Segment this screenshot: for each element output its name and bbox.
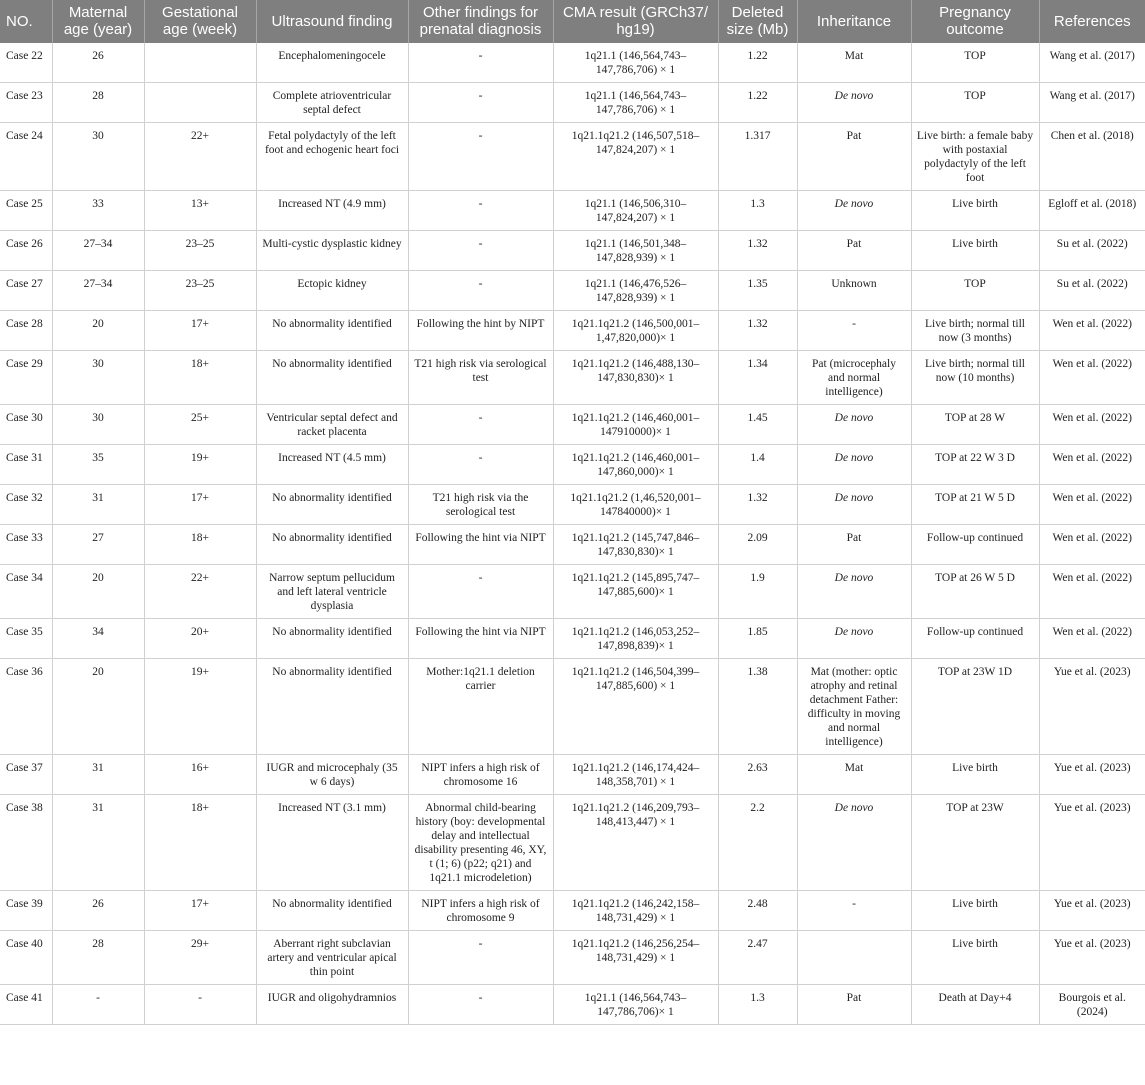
cell-deleted-size: 2.09: [718, 525, 797, 565]
cell-inheritance: Mat: [797, 755, 911, 795]
cell-case-no: Case 29: [0, 351, 52, 405]
cell-maternal-age: 30: [52, 123, 144, 191]
cell-maternal-age: 20: [52, 311, 144, 351]
cell-case-no: Case 28: [0, 311, 52, 351]
cell-outcome: Live birth: [911, 891, 1039, 931]
cell-other-findings: -: [408, 271, 553, 311]
cell-deleted-size: 1.9: [718, 565, 797, 619]
table-row: [0, 191, 1145, 231]
header-inheritance: Inheritance: [797, 0, 911, 43]
cell-case-no: Case 33: [0, 525, 52, 565]
cell-maternal-age: 28: [52, 931, 144, 985]
cell-deleted-size: 1.317: [718, 123, 797, 191]
inheritance-italic: De novo: [834, 802, 874, 814]
cell-ultrasound: Complete atrioventricular septal defect: [256, 83, 408, 123]
cell-inheritance: [797, 565, 911, 619]
cell-maternal-age: 27–34: [52, 271, 144, 311]
cell-cma-result: 1q21.1q21.2 (146,507,518–147,824,207) × 1: [553, 123, 718, 191]
header-outcome: Pregnancy outcome: [911, 0, 1039, 43]
cell-ultrasound: No abnormality identified: [256, 891, 408, 931]
cell-cma-result: 1q21.1q21.2 (1,46,520,001–147840000)× 1: [553, 485, 718, 525]
cell-cma-result: 1q21.1q21.2 (145,895,747–147,885,600)× 1: [553, 565, 718, 619]
table-body: [0, 43, 1145, 1025]
cell-deleted-size: 1.22: [718, 43, 797, 83]
header-gestational-age: Gestational age (week): [144, 0, 256, 43]
cell-gestational-age: 19+: [144, 445, 256, 485]
cell-other-findings: -: [408, 83, 553, 123]
cell-outcome: TOP at 28 W: [911, 405, 1039, 445]
cell-maternal-age: 31: [52, 485, 144, 525]
cell-deleted-size: 1.32: [718, 231, 797, 271]
cell-inheritance: Pat: [797, 231, 911, 271]
table-row: [0, 985, 1145, 1025]
cell-deleted-size: 1.22: [718, 83, 797, 123]
cell-deleted-size: 2.47: [718, 931, 797, 985]
cell-case-no: Case 25: [0, 191, 52, 231]
cell-gestational-age: 13+: [144, 191, 256, 231]
table-row: [0, 231, 1145, 271]
cell-outcome: Follow-up continued: [911, 525, 1039, 565]
inheritance-italic: De novo: [834, 198, 874, 210]
cell-other-findings: NIPT infers a high risk of chromosome 9: [408, 891, 553, 931]
cell-outcome: Live birth; normal till now (10 months): [911, 351, 1039, 405]
cell-deleted-size: 1.3: [718, 191, 797, 231]
cell-other-findings: T21 high risk via serological test: [408, 351, 553, 405]
cell-outcome: TOP at 26 W 5 D: [911, 565, 1039, 619]
cell-reference: Wen et al. (2022): [1039, 311, 1145, 351]
cell-inheritance: Pat: [797, 985, 911, 1025]
cell-reference: Wang et al. (2017): [1039, 43, 1145, 83]
cell-cma-result: 1q21.1 (146,564,743–147,786,706) × 1: [553, 83, 718, 123]
inheritance-italic: De novo: [834, 492, 874, 504]
cell-case-no: Case 37: [0, 755, 52, 795]
inheritance-italic: De novo: [834, 452, 874, 464]
cell-maternal-age: 34: [52, 619, 144, 659]
cell-gestational-age: 17+: [144, 891, 256, 931]
cell-maternal-age: 20: [52, 565, 144, 619]
cell-cma-result: 1q21.1q21.2 (146,460,001–147910000)× 1: [553, 405, 718, 445]
cell-case-no: Case 38: [0, 795, 52, 891]
cell-reference: Wen et al. (2022): [1039, 485, 1145, 525]
cell-maternal-age: 33: [52, 191, 144, 231]
cell-gestational-age: 22+: [144, 565, 256, 619]
cell-gestational-age: -: [144, 985, 256, 1025]
cell-ultrasound: No abnormality identified: [256, 311, 408, 351]
cell-gestational-age: 19+: [144, 659, 256, 755]
cell-other-findings: Following the hint via NIPT: [408, 525, 553, 565]
cell-gestational-age: 18+: [144, 525, 256, 565]
table-row: [0, 405, 1145, 445]
cell-outcome: Death at Day+4: [911, 985, 1039, 1025]
cell-cma-result: 1q21.1q21.2 (145,747,846–147,830,830)× 1: [553, 525, 718, 565]
cell-case-no: Case 23: [0, 83, 52, 123]
cell-outcome: Live birth: [911, 931, 1039, 985]
cell-ultrasound: No abnormality identified: [256, 525, 408, 565]
cell-outcome: Follow-up continued: [911, 619, 1039, 659]
cell-cma-result: 1q21.1q21.2 (146,460,001–147,860,000)× 1: [553, 445, 718, 485]
cell-deleted-size: 1.4: [718, 445, 797, 485]
table-row: [0, 525, 1145, 565]
cell-ultrasound: No abnormality identified: [256, 659, 408, 755]
table-row: [0, 123, 1145, 191]
table-row: [0, 271, 1145, 311]
cell-outcome: TOP at 22 W 3 D: [911, 445, 1039, 485]
cell-maternal-age: 27: [52, 525, 144, 565]
cell-outcome: TOP at 23W: [911, 795, 1039, 891]
cell-ultrasound: Increased NT (4.5 mm): [256, 445, 408, 485]
cell-reference: Yue et al. (2023): [1039, 755, 1145, 795]
cell-inheritance: Pat: [797, 525, 911, 565]
cell-maternal-age: 31: [52, 755, 144, 795]
header-deleted-size: Deleted size (Mb): [718, 0, 797, 43]
cell-ultrasound: Ventricular septal defect and racket placenta: [256, 405, 408, 445]
cell-cma-result: 1q21.1q21.2 (146,174,424–148,358,701) × 1: [553, 755, 718, 795]
cell-deleted-size: 1.85: [718, 619, 797, 659]
cell-ultrasound: No abnormality identified: [256, 485, 408, 525]
header-maternal-age: Maternal age (year): [52, 0, 144, 43]
table-row: [0, 83, 1145, 123]
cell-deleted-size: 1.32: [718, 311, 797, 351]
cell-maternal-age: 30: [52, 351, 144, 405]
cell-ultrasound: Fetal polydactyly of the left foot and echogenic heart foci: [256, 123, 408, 191]
cell-other-findings: Abnormal child-bearing history (boy: developmental delay and intellectual disability presenting 46, XY, t (1; 6) (p22; q21) and 1q21.1 microdeletion): [408, 795, 553, 891]
cell-case-no: Case 31: [0, 445, 52, 485]
cell-case-no: Case 26: [0, 231, 52, 271]
cell-other-findings: -: [408, 43, 553, 83]
inheritance-italic: De novo: [834, 572, 874, 584]
cell-case-no: Case 35: [0, 619, 52, 659]
cell-deleted-size: 1.32: [718, 485, 797, 525]
cell-outcome: TOP: [911, 83, 1039, 123]
cell-reference: Wen et al. (2022): [1039, 445, 1145, 485]
inheritance-italic: De novo: [834, 412, 874, 424]
cell-maternal-age: 28: [52, 83, 144, 123]
cell-reference: Yue et al. (2023): [1039, 659, 1145, 755]
table-row: [0, 311, 1145, 351]
cell-case-no: Case 32: [0, 485, 52, 525]
table-row: [0, 565, 1145, 619]
cell-gestational-age: [144, 43, 256, 83]
cell-gestational-age: 25+: [144, 405, 256, 445]
cell-other-findings: Following the hint via NIPT: [408, 619, 553, 659]
table-row: [0, 931, 1145, 985]
cell-maternal-age: 30: [52, 405, 144, 445]
table-row: [0, 891, 1145, 931]
cell-inheritance: [797, 191, 911, 231]
cell-cma-result: 1q21.1q21.2 (146,500,001–1,47,820,000)× 1: [553, 311, 718, 351]
cell-ultrasound: Increased NT (4.9 mm): [256, 191, 408, 231]
cell-gestational-age: 20+: [144, 619, 256, 659]
cell-outcome: Live birth: a female baby with postaxial polydactyly of the left foot: [911, 123, 1039, 191]
cell-reference: Su et al. (2022): [1039, 231, 1145, 271]
cell-reference: Chen et al. (2018): [1039, 123, 1145, 191]
table-row: [0, 619, 1145, 659]
cell-other-findings: -: [408, 405, 553, 445]
cell-inheritance: -: [797, 311, 911, 351]
cell-inheritance: [797, 485, 911, 525]
cell-deleted-size: 1.34: [718, 351, 797, 405]
table-row: [0, 755, 1145, 795]
cell-outcome: TOP at 23W 1D: [911, 659, 1039, 755]
cell-case-no: Case 24: [0, 123, 52, 191]
table-row: [0, 659, 1145, 755]
cell-maternal-age: 27–34: [52, 231, 144, 271]
cell-ultrasound: Encephalomeningocele: [256, 43, 408, 83]
cell-ultrasound: Ectopic kidney: [256, 271, 408, 311]
cell-outcome: Live birth: [911, 755, 1039, 795]
cell-outcome: TOP: [911, 43, 1039, 83]
cell-inheritance: [797, 405, 911, 445]
cell-inheritance: [797, 445, 911, 485]
header-references: References: [1039, 0, 1145, 43]
cell-inheritance: Unknown: [797, 271, 911, 311]
cell-gestational-age: 23–25: [144, 271, 256, 311]
cell-other-findings: -: [408, 985, 553, 1025]
cell-reference: Wang et al. (2017): [1039, 83, 1145, 123]
header-no: NO.: [0, 0, 52, 43]
cell-reference: Yue et al. (2023): [1039, 795, 1145, 891]
cell-case-no: Case 30: [0, 405, 52, 445]
cell-reference: Wen et al. (2022): [1039, 525, 1145, 565]
cell-reference: Egloff et al. (2018): [1039, 191, 1145, 231]
table-row: [0, 795, 1145, 891]
cell-reference: Bourgois et al. (2024): [1039, 985, 1145, 1025]
cell-outcome: Live birth: [911, 191, 1039, 231]
cell-other-findings: -: [408, 231, 553, 271]
cell-gestational-age: 17+: [144, 485, 256, 525]
header-row: [0, 0, 1145, 43]
cell-case-no: Case 40: [0, 931, 52, 985]
cell-inheritance: [797, 931, 911, 985]
cell-deleted-size: 1.45: [718, 405, 797, 445]
cell-case-no: Case 22: [0, 43, 52, 83]
cell-case-no: Case 34: [0, 565, 52, 619]
cell-case-no: Case 41: [0, 985, 52, 1025]
cell-maternal-age: 35: [52, 445, 144, 485]
cell-deleted-size: 2.48: [718, 891, 797, 931]
cell-outcome: TOP at 21 W 5 D: [911, 485, 1039, 525]
cell-maternal-age: -: [52, 985, 144, 1025]
cell-inheritance: [797, 795, 911, 891]
cell-deleted-size: 1.38: [718, 659, 797, 755]
cell-cma-result: 1q21.1q21.2 (146,488,130–147,830,830)× 1: [553, 351, 718, 405]
inheritance-italic: De novo: [834, 90, 874, 102]
cell-other-findings: Following the hint by NIPT: [408, 311, 553, 351]
cell-other-findings: T21 high risk via the serological test: [408, 485, 553, 525]
cell-gestational-age: 16+: [144, 755, 256, 795]
cell-inheritance: -: [797, 891, 911, 931]
cell-inheritance: [797, 83, 911, 123]
table-row: [0, 485, 1145, 525]
cell-cma-result: 1q21.1 (146,506,310–147,824,207) × 1: [553, 191, 718, 231]
cell-deleted-size: 2.63: [718, 755, 797, 795]
cell-reference: Su et al. (2022): [1039, 271, 1145, 311]
cell-case-no: Case 39: [0, 891, 52, 931]
cell-inheritance: Mat: [797, 43, 911, 83]
cell-ultrasound: Increased NT (3.1 mm): [256, 795, 408, 891]
cell-case-no: Case 36: [0, 659, 52, 755]
cell-outcome: Live birth: [911, 231, 1039, 271]
cell-outcome: TOP: [911, 271, 1039, 311]
cell-other-findings: -: [408, 191, 553, 231]
cell-cma-result: 1q21.1q21.2 (146,504,399–147,885,600) × 1: [553, 659, 718, 755]
header-cma: CMA result (GRCh37/ hg19): [553, 0, 718, 43]
cell-reference: Wen et al. (2022): [1039, 351, 1145, 405]
cell-cma-result: 1q21.1 (146,564,743–147,786,706)× 1: [553, 985, 718, 1025]
table-row: [0, 445, 1145, 485]
cell-ultrasound: Aberrant right subclavian artery and ventricular apical thin point: [256, 931, 408, 985]
table-row: [0, 351, 1145, 405]
cell-inheritance: Pat (microcephaly and normal intelligence): [797, 351, 911, 405]
cell-other-findings: -: [408, 445, 553, 485]
inheritance-italic: De novo: [834, 626, 874, 638]
cell-gestational-age: 29+: [144, 931, 256, 985]
cell-case-no: Case 27: [0, 271, 52, 311]
cell-other-findings: -: [408, 931, 553, 985]
cell-other-findings: -: [408, 565, 553, 619]
cell-ultrasound: Narrow septum pellucidum and left lateral ventricle dysplasia: [256, 565, 408, 619]
header-other-findings: Other findings for prenatal diagnosis: [408, 0, 553, 43]
cell-cma-result: 1q21.1q21.2 (146,209,793–148,413,447) × 1: [553, 795, 718, 891]
cell-gestational-age: 17+: [144, 311, 256, 351]
cell-inheritance: [797, 619, 911, 659]
cell-reference: Wen et al. (2022): [1039, 405, 1145, 445]
cell-reference: Wen et al. (2022): [1039, 565, 1145, 619]
cell-cma-result: 1q21.1q21.2 (146,256,254–148,731,429) × 1: [553, 931, 718, 985]
table-row: [0, 43, 1145, 83]
cell-reference: Wen et al. (2022): [1039, 619, 1145, 659]
cell-outcome: Live birth; normal till now (3 months): [911, 311, 1039, 351]
cell-maternal-age: 20: [52, 659, 144, 755]
cell-ultrasound: No abnormality identified: [256, 619, 408, 659]
header-ultrasound: Ultrasound finding: [256, 0, 408, 43]
cell-gestational-age: [144, 83, 256, 123]
cell-deleted-size: 1.3: [718, 985, 797, 1025]
cell-ultrasound: IUGR and oligohydramnios: [256, 985, 408, 1025]
cell-deleted-size: 1.35: [718, 271, 797, 311]
cell-ultrasound: No abnormality identified: [256, 351, 408, 405]
cell-cma-result: 1q21.1q21.2 (146,053,252–147,898,839)× 1: [553, 619, 718, 659]
cell-gestational-age: 23–25: [144, 231, 256, 271]
cell-gestational-age: 18+: [144, 351, 256, 405]
cell-other-findings: NIPT infers a high risk of chromosome 16: [408, 755, 553, 795]
cell-other-findings: Mother:1q21.1 deletion carrier: [408, 659, 553, 755]
cell-gestational-age: 18+: [144, 795, 256, 891]
cell-ultrasound: IUGR and microcephaly (35 w 6 days): [256, 755, 408, 795]
cell-cma-result: 1q21.1 (146,476,526–147,828,939) × 1: [553, 271, 718, 311]
cell-other-findings: -: [408, 123, 553, 191]
cell-inheritance: Mat (mother: optic atrophy and retinal detachment Father: difficulty in moving and normal intelligence): [797, 659, 911, 755]
cell-cma-result: 1q21.1 (146,564,743–147,786,706) × 1: [553, 43, 718, 83]
cell-gestational-age: 22+: [144, 123, 256, 191]
cell-inheritance: Pat: [797, 123, 911, 191]
cell-reference: Yue et al. (2023): [1039, 931, 1145, 985]
cell-cma-result: 1q21.1 (146,501,348–147,828,939) × 1: [553, 231, 718, 271]
cell-maternal-age: 26: [52, 891, 144, 931]
cell-maternal-age: 26: [52, 43, 144, 83]
cell-maternal-age: 31: [52, 795, 144, 891]
cell-reference: Yue et al. (2023): [1039, 891, 1145, 931]
cell-cma-result: 1q21.1q21.2 (146,242,158–148,731,429) × 1: [553, 891, 718, 931]
cell-ultrasound: Multi-cystic dysplastic kidney: [256, 231, 408, 271]
cell-deleted-size: 2.2: [718, 795, 797, 891]
